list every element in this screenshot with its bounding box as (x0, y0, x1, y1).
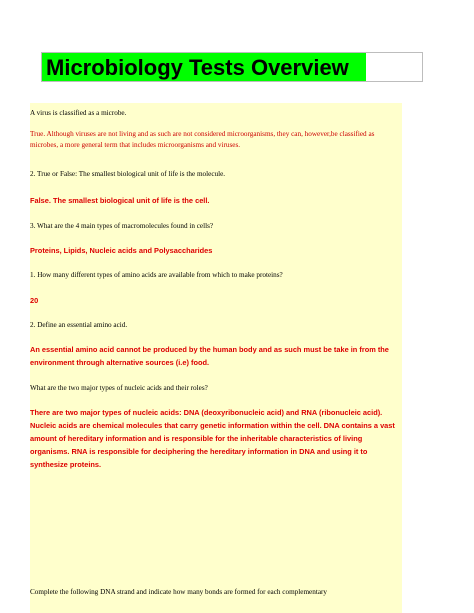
question-text: A virus is classified as a microbe. (30, 109, 127, 117)
answer-text: An essential amino acid cannot be produced by the human body and as such must be take in from the environment through alternative sources (i.e) food. (30, 345, 389, 367)
page-title: Microbiology Tests Overview (46, 55, 349, 80)
answer-text: True. Although viruses are not living and as such are not considered microorganisms, they can, however,be classified as microbes, a more general term that includes microorganisms and viruses. (30, 130, 375, 149)
answer-text: False. The smallest biological unit of life is the cell. (30, 196, 210, 205)
answer-text: There are two major types of nucleic acids: DNA (deoxyribonucleic acid) and RNA (ribonucleic acid). Nucleic acids are chemical molecules that carry genetic information within the cell. DNA contains a vast amount of hereditary information and is responsible for the inheritable characteristics of living organisms. RNA is responsible for deciphering the hereditary information in DNA and using it to synthesize proteins. (30, 408, 395, 469)
answer-text: 20 (30, 296, 39, 305)
answer-text: Proteins, Lipids, Nucleic acids and Polysaccharides (30, 246, 213, 255)
question-text: Complete the following DNA strand and indicate how many bonds are formed for each complementary (30, 588, 327, 596)
question-text: 2. Define an essential amino acid. (30, 321, 128, 329)
title-box (41, 52, 423, 82)
question-text: 3. What are the 4 main types of macromolecules found in cells? (30, 222, 214, 230)
question-text: 2. True or False: The smallest biological unit of life is the molecule. (30, 170, 226, 178)
content-area (30, 103, 402, 613)
question-text: What are the two major types of nucleic acids and their roles? (30, 384, 208, 392)
question-text: 1. How many different types of amino acids are available from which to make proteins? (30, 271, 283, 279)
